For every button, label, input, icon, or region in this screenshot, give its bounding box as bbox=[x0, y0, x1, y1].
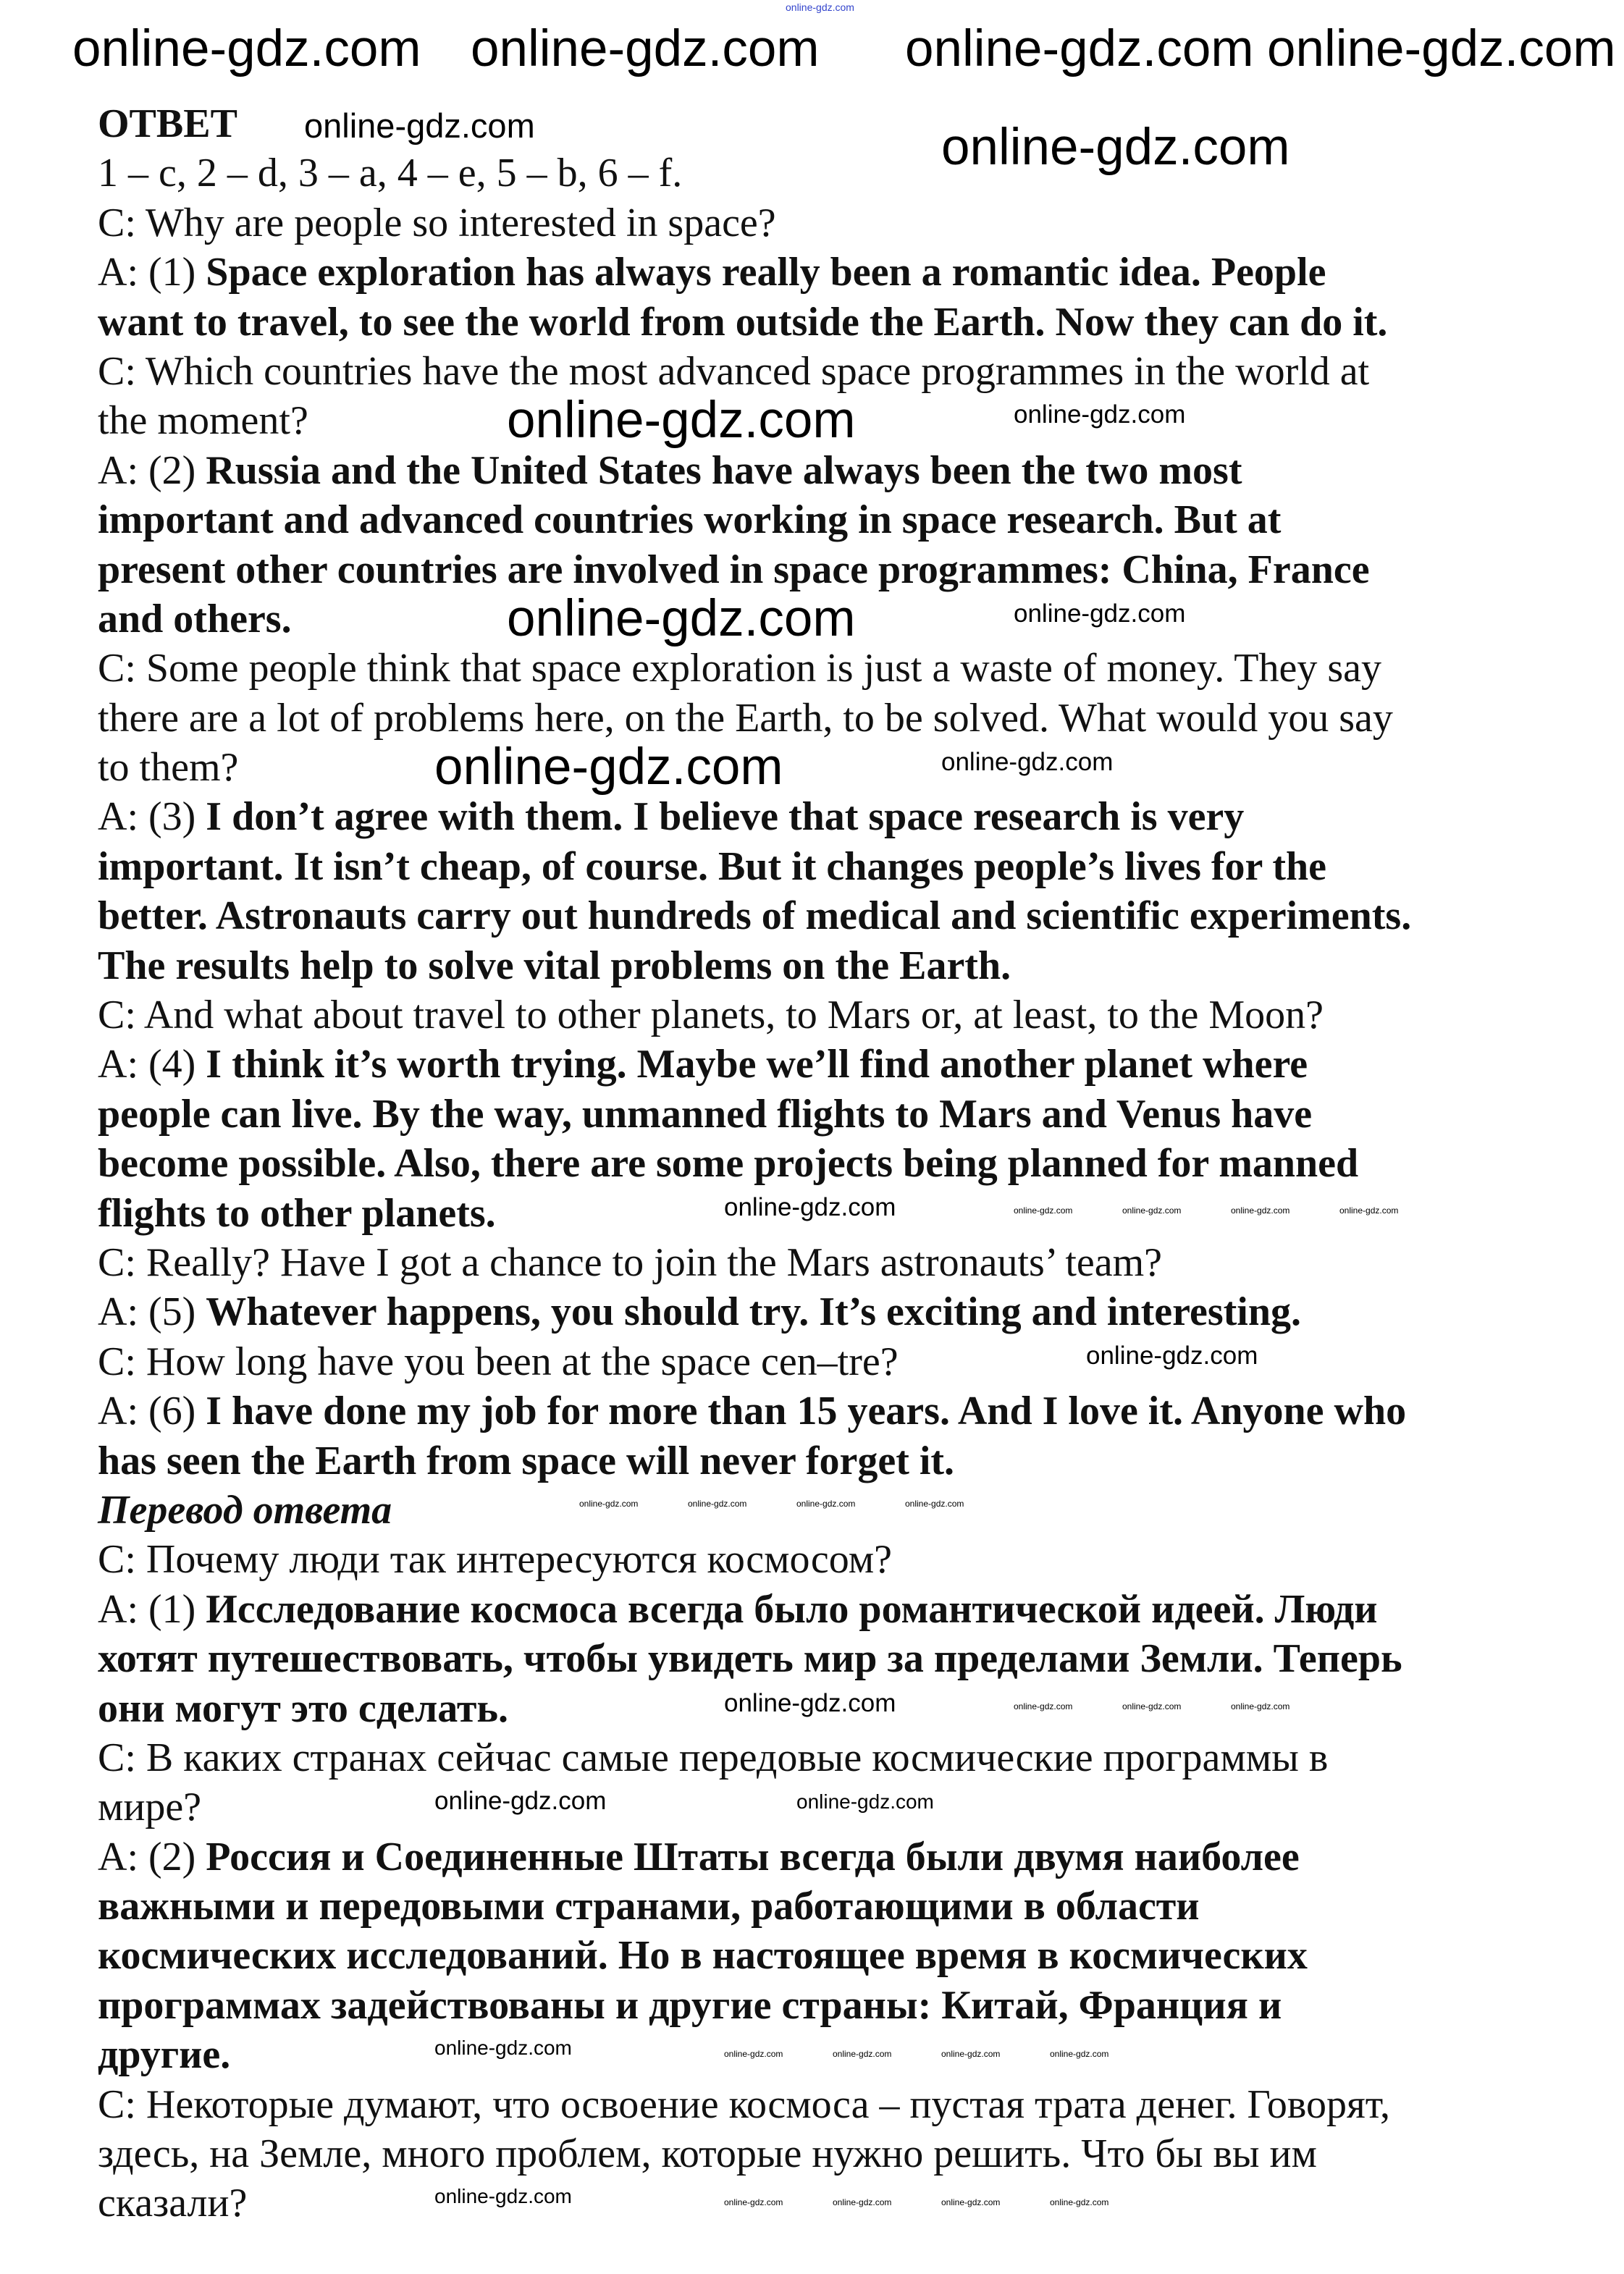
watermark: online-gdz.com bbox=[1050, 2197, 1109, 2207]
watermark: online-gdz.com bbox=[1050, 2049, 1109, 2059]
watermark: online-gdz.com bbox=[1231, 1205, 1290, 1216]
text-line bbox=[98, 694, 1589, 743]
answer-text: I think it’s worth trying. Maybe we’ll find another planet where bbox=[206, 1042, 1308, 1087]
answer-text: Russia and the United States have always been the two most bbox=[206, 447, 1242, 493]
watermark: online-gdz.com bbox=[724, 2049, 783, 2059]
answer-text: Whatever happens, you should try. It’s exciting and interesting. bbox=[206, 1289, 1301, 1335]
site-header-watermark: online-gdz.com bbox=[786, 1, 854, 13]
text-line bbox=[98, 990, 1589, 1040]
watermark: online-gdz.com bbox=[1122, 1205, 1182, 1216]
text-line bbox=[98, 842, 1589, 891]
watermark: online-gdz.com bbox=[724, 1689, 896, 1717]
line-text: C: Which countries have the most advanced space programmes in the world at bbox=[98, 348, 1370, 394]
watermark: online-gdz.com bbox=[579, 1499, 639, 1509]
watermark: online-gdz.com bbox=[72, 20, 421, 77]
text-line bbox=[98, 1238, 1589, 1287]
watermark: online-gdz.com bbox=[304, 106, 535, 145]
answer-text: has seen the Earth from space will never forget it. bbox=[98, 1438, 955, 1483]
watermark: online-gdz.com bbox=[905, 1499, 964, 1509]
watermark: online-gdz.com bbox=[688, 1499, 747, 1509]
text-line bbox=[98, 1139, 1589, 1188]
text-line bbox=[98, 941, 1589, 990]
text-line bbox=[98, 1981, 1589, 2030]
watermark: online-gdz.com bbox=[434, 1787, 607, 1815]
text-line bbox=[98, 1931, 1589, 1980]
text-line bbox=[98, 738, 1589, 796]
answer-text: present other countries are involved in space programmes: China, France bbox=[98, 547, 1370, 592]
answer-text: I don’t agree with them. I believe that space research is very bbox=[206, 794, 1245, 840]
answer-text: хотят путешествовать, чтобы увидеть мир за пределами Земли. Теперь bbox=[98, 1636, 1402, 1682]
text-line bbox=[98, 644, 1589, 693]
line-text: A: (3) bbox=[98, 794, 206, 840]
text-line bbox=[98, 1337, 1589, 1386]
watermark: online-gdz.com bbox=[1267, 20, 1616, 77]
translation-heading: Перевод ответа bbox=[98, 1487, 392, 1533]
text-line bbox=[98, 1634, 1589, 1683]
text-line bbox=[98, 148, 1589, 198]
watermark: online-gdz.com bbox=[1086, 1342, 1258, 1370]
line-text: 1 – c, 2 – d, 3 – a, 4 – e, 5 – b, 6 – f. bbox=[98, 151, 683, 196]
watermark: online-gdz.com bbox=[941, 748, 1114, 776]
line-text: to them? bbox=[98, 745, 239, 791]
line-text: А: (2) bbox=[98, 1834, 206, 1879]
text-line bbox=[98, 1486, 1589, 1535]
text-line bbox=[98, 891, 1589, 940]
answer-text: другие. bbox=[98, 2032, 231, 2078]
line-text: сказали? bbox=[98, 2181, 248, 2226]
text-line bbox=[98, 1287, 1589, 1336]
answer-text: важными и передовыми странами, работающими в области bbox=[98, 1884, 1200, 1929]
answer-text: они могут это сделать. bbox=[98, 1685, 508, 1731]
answer-text: flights to other planets. bbox=[98, 1190, 496, 1236]
watermark: online-gdz.com bbox=[1014, 1701, 1073, 1711]
answer-text: people can live. By the way, unmanned flights to Mars and Venus have bbox=[98, 1091, 1313, 1137]
watermark: online-gdz.com bbox=[941, 119, 1290, 176]
watermark: online-gdz.com bbox=[507, 590, 856, 647]
answer-text: Исследование космоса всегда было романтической идеей. Люди bbox=[206, 1586, 1378, 1632]
line-text: A: (2) bbox=[98, 447, 206, 493]
text-line bbox=[98, 2080, 1589, 2129]
answer-text: космических исследований. Но в настоящее время в космических bbox=[98, 1933, 1308, 1979]
answer-text: want to travel, to see the world from outside the Earth. Now they can do it. bbox=[98, 299, 1388, 345]
text-line bbox=[98, 792, 1589, 841]
watermark: online-gdz.com bbox=[1014, 1205, 1073, 1216]
text-line bbox=[98, 1733, 1589, 1782]
watermark: online-gdz.com bbox=[434, 2037, 572, 2059]
text-line bbox=[98, 1585, 1589, 1634]
watermark: online-gdz.com bbox=[796, 1790, 934, 1813]
watermark: online-gdz.com bbox=[796, 1499, 856, 1509]
watermark: online-gdz.com bbox=[905, 20, 1254, 77]
text-line bbox=[98, 2129, 1589, 2178]
watermark: online-gdz.com bbox=[724, 2197, 783, 2207]
watermark: online-gdz.com bbox=[1014, 400, 1186, 429]
line-text: A: (6) bbox=[98, 1389, 206, 1434]
line-text: C: How long have you been at the space cen–tre? bbox=[98, 1339, 899, 1384]
text-line bbox=[98, 248, 1589, 297]
line-text: A: (5) bbox=[98, 1289, 206, 1335]
line-text: С: Почему люди так интересуются космосом? bbox=[98, 1537, 893, 1583]
answer-text: программах задействованы и другие страны: Китай, Франция и bbox=[98, 1982, 1282, 2028]
line-text: С: В каких странах сейчас самые передовые космические программы в bbox=[98, 1735, 1329, 1780]
watermark: online-gdz.com bbox=[471, 20, 820, 77]
text-line bbox=[98, 1832, 1589, 1882]
line-text: C: Really? Have I got a chance to join the Mars astronauts’ team? bbox=[98, 1239, 1162, 1285]
text-line bbox=[98, 446, 1589, 495]
answer-text: become possible. Also, there are some projects being planned for manned bbox=[98, 1141, 1359, 1187]
watermark: online-gdz.com bbox=[507, 392, 856, 449]
line-text: there are a lot of problems here, on the Earth, to be solved. What would you say bbox=[98, 695, 1393, 741]
line-text: C: Why are people so interested in space? bbox=[98, 200, 776, 245]
text-line bbox=[98, 1535, 1589, 1584]
answer-text: and others. bbox=[98, 596, 292, 641]
answer-text: important and advanced countries working in space research. But at bbox=[98, 497, 1282, 543]
text-line bbox=[98, 347, 1589, 396]
watermark: online-gdz.com bbox=[1231, 1701, 1290, 1711]
watermark: online-gdz.com bbox=[1122, 1701, 1182, 1711]
line-text: мире? bbox=[98, 1785, 202, 1830]
watermark: online-gdz.com bbox=[833, 2049, 892, 2059]
watermark: online-gdz.com bbox=[833, 2197, 892, 2207]
line-text: C: Some people think that space exploration is just a waste of money. They say bbox=[98, 646, 1381, 691]
answer-text: The results help to solve vital problems on the Earth. bbox=[98, 943, 1011, 988]
line-text: C: And what about travel to other planets, to Mars or, at least, to the Moon? bbox=[98, 993, 1324, 1038]
watermark: online-gdz.com bbox=[1014, 599, 1186, 628]
text-line bbox=[98, 1882, 1589, 1931]
text-line bbox=[98, 1436, 1589, 1486]
section-heading: ОТВЕТ bbox=[98, 101, 237, 146]
watermark: online-gdz.com bbox=[434, 738, 783, 796]
text-line bbox=[98, 298, 1589, 347]
line-text: С: Некоторые думают, что освоение космоса – пустая трата денег. Говорят, bbox=[98, 2081, 1390, 2127]
text-line bbox=[98, 1090, 1589, 1139]
answer-text: better. Astronauts carry out hundreds of medical and scientific experiments. bbox=[98, 893, 1412, 939]
text-line bbox=[98, 1386, 1589, 1436]
text-line bbox=[98, 1040, 1589, 1089]
line-text: the moment? bbox=[98, 398, 308, 444]
text-line bbox=[98, 545, 1589, 594]
answer-text: Space exploration has always really been a romantic idea. People bbox=[206, 250, 1326, 295]
watermark: online-gdz.com bbox=[941, 2049, 1001, 2059]
line-text: здесь, на Земле, много проблем, которые нужно решить. Что бы вы им bbox=[98, 2131, 1317, 2177]
line-text: А: (1) bbox=[98, 1586, 206, 1632]
watermark: online-gdz.com bbox=[1339, 1205, 1399, 1216]
text-line bbox=[98, 495, 1589, 544]
answer-text: I have done my job for more than 15 years. And I love it. Anyone who bbox=[206, 1389, 1407, 1434]
answer-text: important. It isn’t cheap, of course. But it changes people’s lives for the bbox=[98, 843, 1327, 889]
answer-text: Россия и Соединенные Штаты всегда были двумя наиболее bbox=[206, 1834, 1300, 1879]
line-text: A: (4) bbox=[98, 1042, 206, 1087]
line-text: A: (1) bbox=[98, 250, 206, 295]
watermark: online-gdz.com bbox=[724, 1193, 896, 1221]
watermark: online-gdz.com bbox=[434, 2185, 572, 2207]
watermark: online-gdz.com bbox=[941, 2197, 1001, 2207]
text-line bbox=[98, 198, 1589, 248]
